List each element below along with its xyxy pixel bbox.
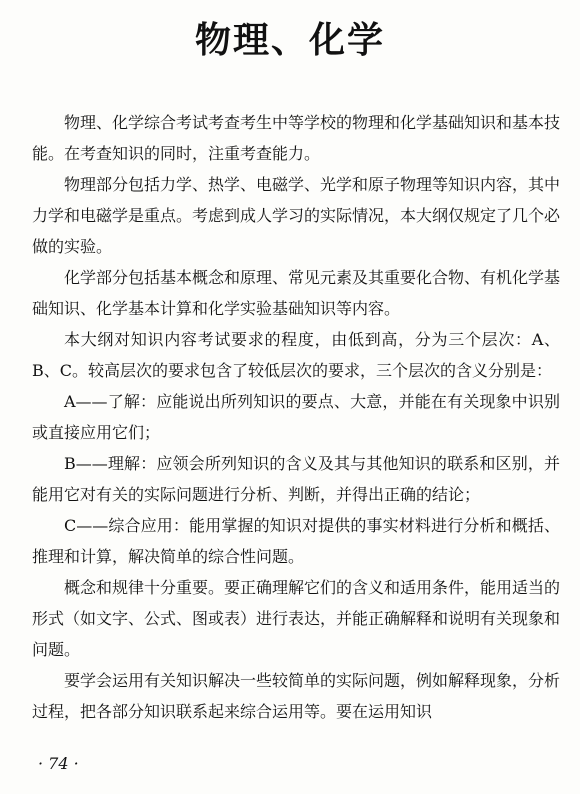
paragraph-application: 要学会运用有关知识解决一些较简单的实际问题，例如解释现象，分析过程，把各部分知识联系起来综合运用等。要在运用知识: [32, 671, 561, 721]
paragraph-level-b: B——理解：应领会所列知识的含义及其与其他知识的联系和区别，并能用它对有关的实际问题进行分析、判断，并得出正确的结论；: [32, 454, 560, 504]
page-number: · 74 ·: [38, 754, 79, 773]
paragraph-chemistry: 化学部分包括基本概念和原理、常见元素及其重要化合物、有机化学基础知识、化学基本计算和化学实验基础知识等内容。: [32, 268, 561, 318]
paragraph-intro: 物理、化学综合考试考查考生中等学校的物理和化学基础知识和基本技能。在考查知识的同时，注重考查能力。: [32, 113, 561, 163]
paragraph-levels: 本大纲对知识内容考试要求的程度，由低到高，分为三个层次：A、B、C。较高层次的要求包含了较低层次的要求，三个层次的含义分别是：: [32, 330, 560, 380]
paragraph-level-c: C——综合应用：能用掌握的知识对提供的事实材料进行分析和概括、推理和计算，解决简单的综合性问题。: [32, 516, 560, 566]
page-title: 物理、化学: [194, 20, 385, 61]
document-body: [32, 107, 560, 727]
paragraph-level-a: A——了解：应能说出所列知识的要点、大意，并能在有关现象中识别或直接应用它们；: [32, 392, 560, 442]
paragraph-concepts: 概念和规律十分重要。要正确理解它们的含义和适用条件，能用适当的形式（如文字、公式、图或表）进行表达，并能正确解释和说明有关现象和问题。: [32, 578, 561, 659]
paragraph-physics: 物理部分包括力学、热学、电磁学、光学和原子物理等知识内容，其中力学和电磁学是重点。考虑到成人学习的实际情况，本大纲仅规定了几个必做的实验。: [32, 175, 561, 256]
